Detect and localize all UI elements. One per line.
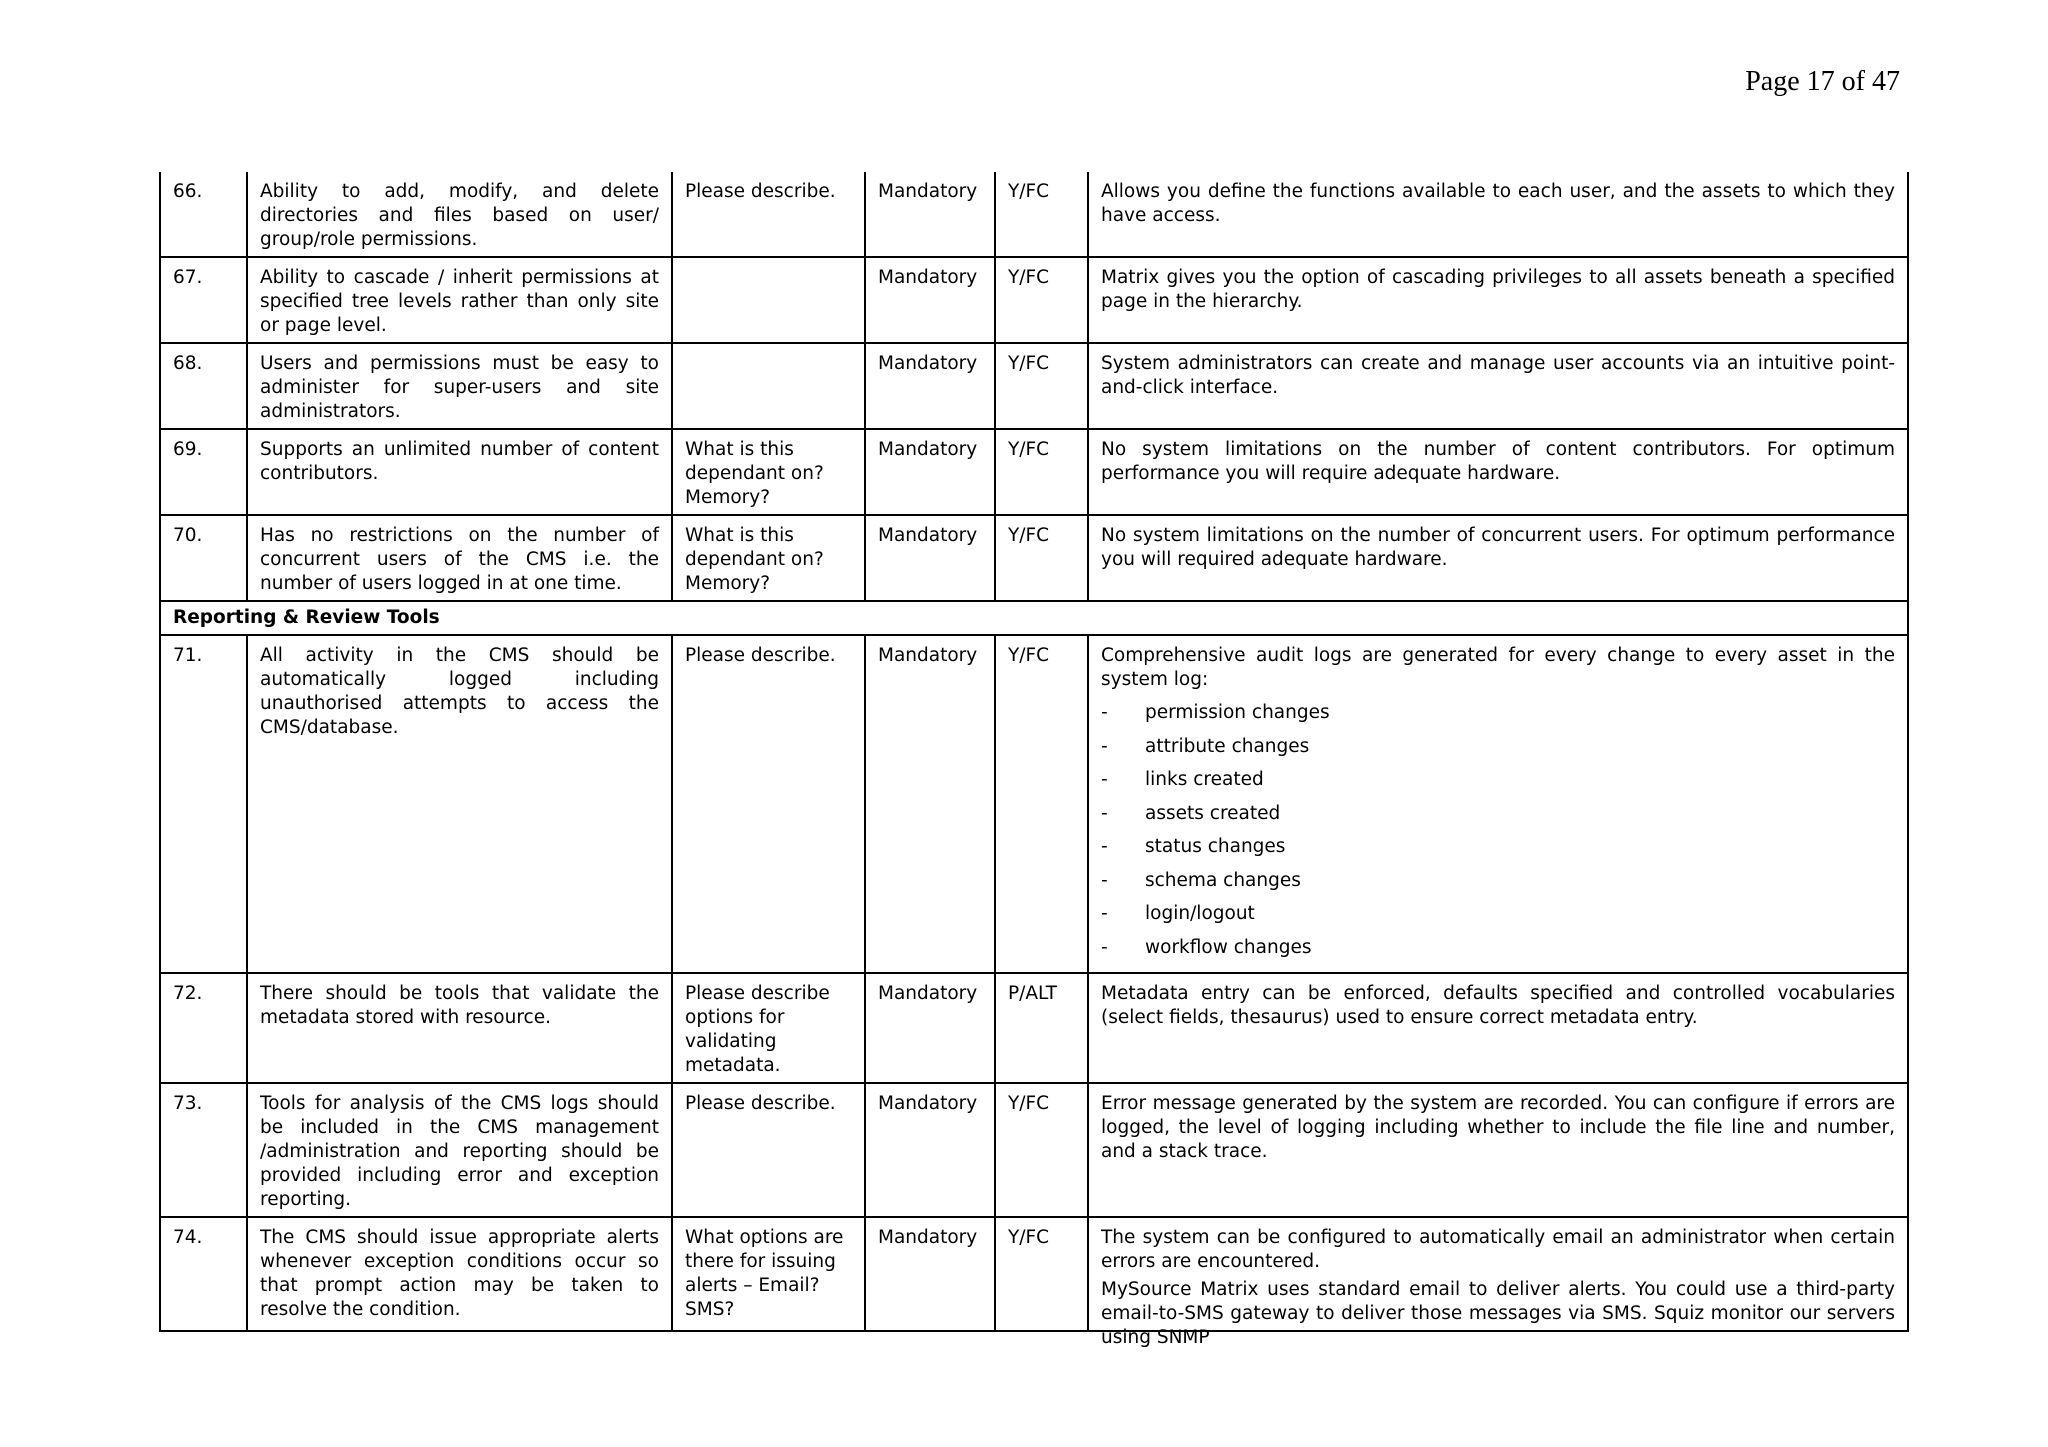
audit-log-list (1101, 700, 1895, 960)
priority: Mandatory (865, 257, 995, 343)
vendor-note: What options are there for issuing alerts – Email? SMS? (672, 1217, 865, 1331)
requirement-text: Tools for analysis of the CMS logs should be included in the CMS management /administration and reporting should be provided including error and exception reporting. (247, 1083, 672, 1217)
vendor-note: Please describe. (672, 172, 865, 257)
requirement-text: The CMS should issue appropriate alerts whenever exception conditions occur so that prompt action may be taken to resolve the condition. (247, 1217, 672, 1331)
vendor-note (672, 343, 865, 429)
table-row (160, 973, 1908, 1083)
list-item: - attribute changes (1101, 734, 1895, 759)
response-text: No system limitations on the number of content contributors. For optimum performance you will require adequate hardware. (1088, 429, 1908, 515)
requirement-text: All activity in the CMS should be automatically logged including unauthorised attempts to access the CMS/database. (247, 635, 672, 973)
priority: Mandatory (865, 973, 995, 1083)
requirement-text: Has no restrictions on the number of concurrent users of the CMS i.e. the number of users logged in at one time. (247, 515, 672, 601)
requirement-text: Ability to add, modify, and delete directories and files based on user/ group/role permissions. (247, 172, 672, 257)
compliance-code: Y/FC (995, 515, 1088, 601)
section-row (160, 601, 1908, 635)
response-text: Metadata entry can be enforced, defaults specified and controlled vocabularies (select fields, thesaurus) used to ensure correct metadata entry. (1088, 973, 1908, 1083)
requirement-text: Supports an unlimited number of content contributors. (247, 429, 672, 515)
table-row (160, 635, 1908, 973)
priority: Mandatory (865, 429, 995, 515)
list-item: - links created (1101, 767, 1895, 792)
response-text: Comprehensive audit logs are generated for every change to every asset in the system log: (1101, 645, 1895, 690)
list-item: - workflow changes (1101, 935, 1895, 960)
priority: Mandatory (865, 172, 995, 257)
row-number: 71. (160, 635, 247, 973)
table-row (160, 1083, 1908, 1217)
requirement-text: Ability to cascade / inherit permissions at specified tree levels rather than only site or page level. (247, 257, 672, 343)
section-heading: Reporting & Review Tools (160, 601, 1908, 635)
table-row (160, 429, 1908, 515)
table-row (160, 343, 1908, 429)
list-item: - assets created (1101, 801, 1895, 826)
row-number: 72. (160, 973, 247, 1083)
row-number: 68. (160, 343, 247, 429)
compliance-code: Y/FC (995, 172, 1088, 257)
priority: Mandatory (865, 515, 995, 601)
response-text: Allows you define the functions available to each user, and the assets to which they have access. (1088, 172, 1908, 257)
compliance-code: Y/FC (995, 343, 1088, 429)
priority: Mandatory (865, 635, 995, 973)
response-cell (1088, 1217, 1908, 1348)
row-number: 67. (160, 257, 247, 343)
vendor-note: Please describe. (672, 1083, 865, 1217)
vendor-note: What is this dependant on? Memory? (672, 515, 865, 601)
row-number: 66. (160, 172, 247, 257)
compliance-code: Y/FC (995, 429, 1088, 515)
response-text: System administrators can create and manage user accounts via an intuitive point-and-click interface. (1088, 343, 1908, 429)
list-item: - schema changes (1101, 868, 1895, 893)
requirement-text: There should be tools that validate the metadata stored with resource. (247, 973, 672, 1083)
vendor-note: Please describe options for validating metadata. (672, 973, 865, 1083)
list-item: - permission changes (1101, 700, 1895, 725)
response-text: The system can be configured to automatically email an administrator when certain errors are encountered. (1101, 1227, 1895, 1272)
table-row (160, 515, 1908, 601)
table-row (160, 1217, 1908, 1331)
priority: Mandatory (865, 1083, 995, 1217)
vendor-note (672, 257, 865, 343)
priority: Mandatory (865, 1217, 995, 1331)
compliance-code: Y/FC (995, 1217, 1088, 1331)
compliance-code: Y/FC (995, 257, 1088, 343)
requirement-text: Users and permissions must be easy to administer for super-users and site administrators. (247, 343, 672, 429)
vendor-note: What is this dependant on? Memory? (672, 429, 865, 515)
row-number: 69. (160, 429, 247, 515)
list-item: - login/logout (1101, 901, 1895, 926)
table-row (160, 172, 1908, 257)
response-cell (1088, 635, 1908, 973)
table-row (160, 257, 1908, 343)
row-number: 73. (160, 1083, 247, 1217)
priority: Mandatory (865, 343, 995, 429)
requirements-table (159, 172, 1909, 1348)
response-text: Error message generated by the system are recorded. You can configure if errors are logged, the level of logging including whether to include the file line and number, and a stack trace. (1088, 1083, 1908, 1217)
row-number: 70. (160, 515, 247, 601)
vendor-note: Please describe. (672, 635, 865, 973)
page-number: Page 17 of 47 (1745, 66, 1900, 97)
compliance-code: P/ALT (995, 973, 1088, 1083)
compliance-code: Y/FC (995, 1083, 1088, 1217)
list-item: - status changes (1101, 834, 1895, 859)
compliance-code: Y/FC (995, 635, 1088, 973)
response-text: MySource Matrix uses standard email to deliver alerts. You could use a third-party email-to-SMS gateway to deliver those messages via SMS. Squiz monitor our servers using SNMP (1101, 1279, 1895, 1348)
response-text: No system limitations on the number of concurrent users. For optimum performance you will required adequate hardware. (1088, 515, 1908, 601)
response-text: Matrix gives you the option of cascading privileges to all assets beneath a specified page in the hierarchy. (1088, 257, 1908, 343)
row-number: 74. (160, 1217, 247, 1331)
